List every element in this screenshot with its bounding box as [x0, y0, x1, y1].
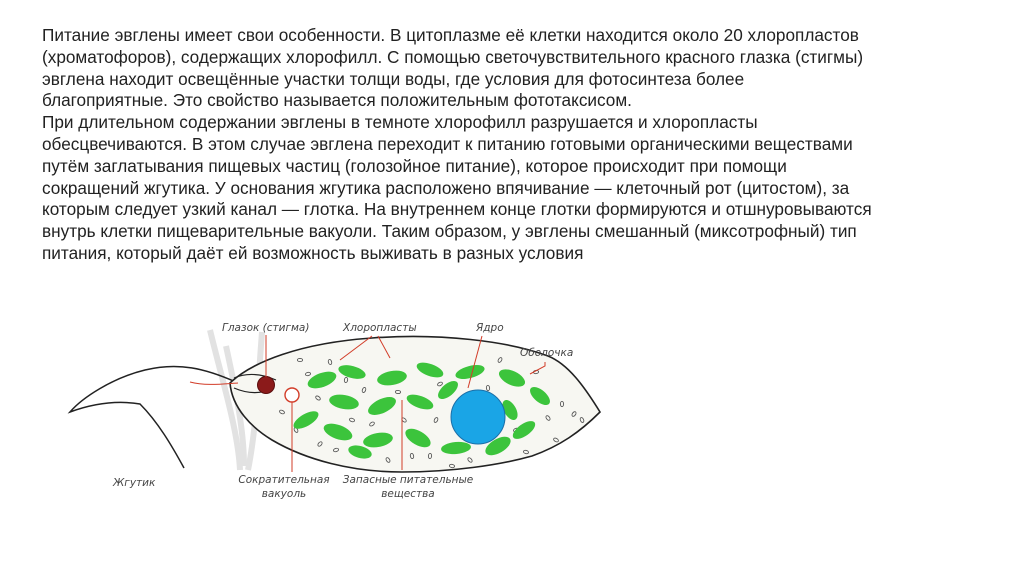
nucleus — [451, 390, 505, 444]
paragraph-2: При длительном содержании эвглены в темноте хлорофилл разрушается и хлоропласты обесцвечиваются. В этом случае эвглена переходит к питанию готовыми органическими веществами путём заглатывания пищевых частиц (голозойное питание), которое происходит при помощи сокращений жгутика. У основания жгутика расположено впячивание — клеточный рот (цитостом), за которым следует узкий канал — глотка. На внутреннем конце глотки формируются и отшнуровываются внутрь клетки пищеварительные вакуоли. Таким образом, у эвглены смешанный (миксотрофный) тип питания, который даёт ей возможность выживать в разных условия — [42, 112, 872, 263]
label-nucleus: Ядро — [476, 322, 504, 334]
label-contractile-vacuole-1: Сократительная — [238, 474, 330, 486]
label-reserve-nutrients-2: вещества — [381, 488, 435, 500]
flagellum — [70, 366, 238, 468]
label-reserve-nutrients-1: Запасные питательные — [342, 474, 474, 486]
paragraph-1: Питание эвглены имеет свои особенности. В цитоплазме её клетки находится около 20 хлоропластов (хроматофоров), содержащих хлорофилл. С помощью светочувствительного красного глазка (стигмы) эвглена находит освещённые участки толщи воды, где условия для фотосинтеза более благоприятные. Это свойство называется положительным фототаксисом. — [42, 25, 864, 111]
label-stigma: Глазок (стигма) — [222, 322, 310, 334]
label-membrane: Оболочка — [520, 347, 574, 359]
label-contractile-vacuole-2: вакуоль — [261, 488, 307, 500]
stigma — [258, 377, 275, 394]
contractile-vacuole — [285, 388, 299, 402]
label-flagellum: Жгутик — [113, 477, 156, 489]
label-chloroplasts: Хлоропласты — [343, 322, 417, 334]
